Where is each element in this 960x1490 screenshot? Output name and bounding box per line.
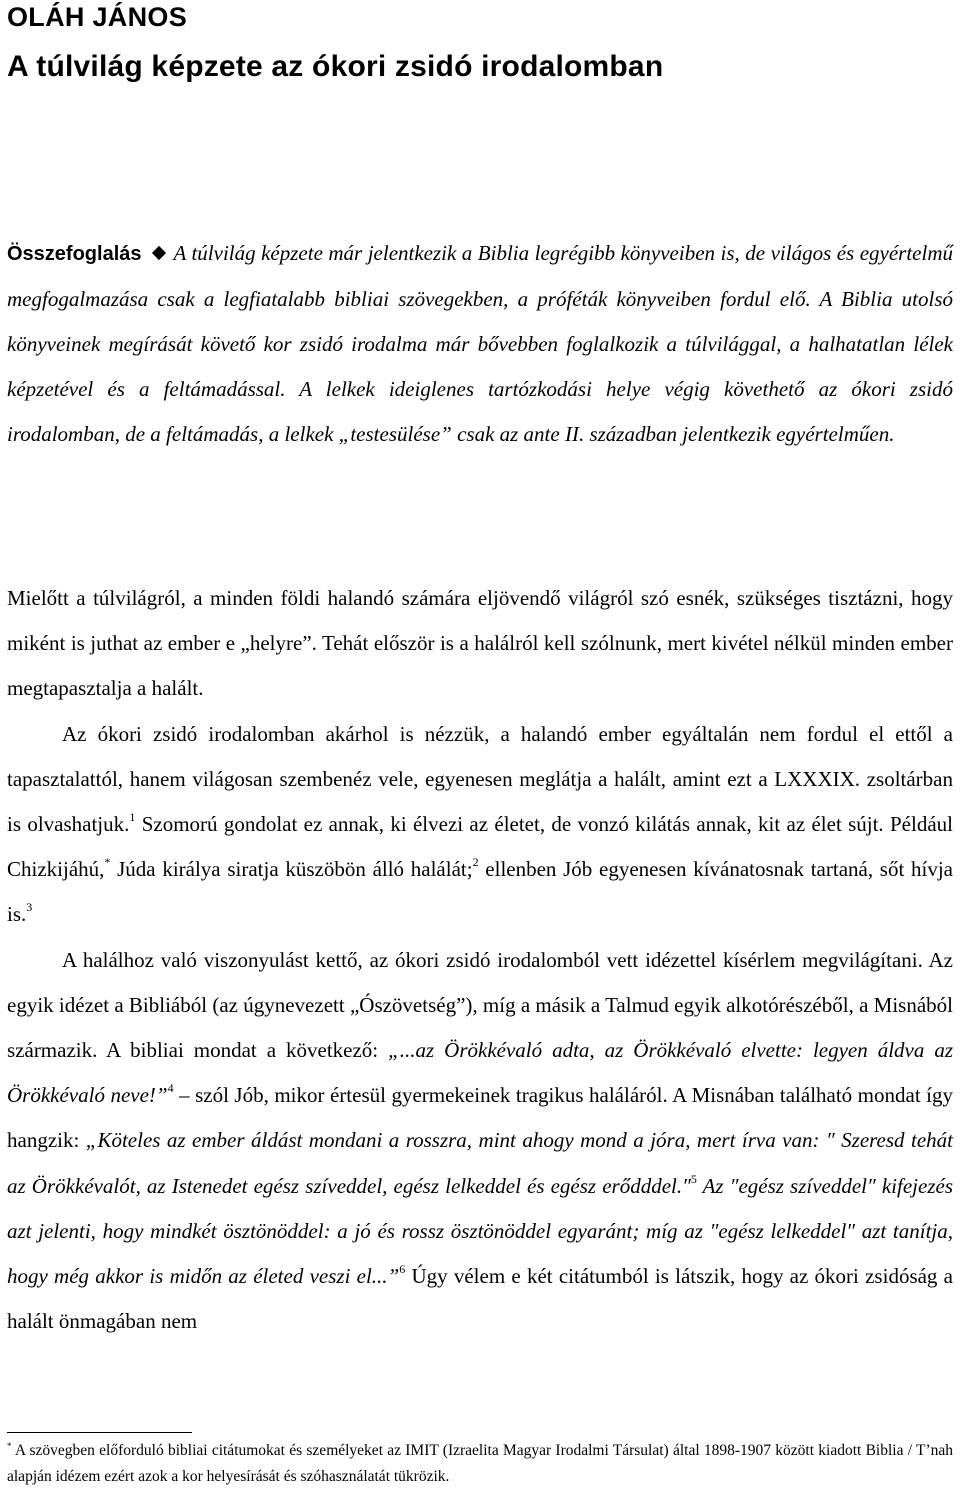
article-body [7, 576, 953, 1344]
footnote-text: A szövegben előforduló bibliai citátumokat és személyeket az IMIT (Izraelita Magyar Irodalmi Társulat) által 1898-1907 között kiadott Biblia / T’nah alapján idézem ezért azok a kor helyesírását és szóhasználatát tükrözik. [7, 1442, 953, 1485]
p2-text-c: Júda királya siratja küszöbön álló halálát; [110, 857, 473, 882]
author-name: OLÁH JÁNOS [7, 2, 188, 32]
footnote-ref-3: 3 [26, 900, 33, 915]
body-paragraph-2 [7, 712, 953, 938]
footnote-ref-6: 6 [399, 1262, 406, 1277]
body-paragraph-1: Mielőtt a túlvilágról, a minden földi halandó számára eljövendő világról szó esnék, szükséges tisztázni, hogy miként is juthat az ember e „helyre”. Tehát először is a halálról kell szólnunk, mert kivétel nélkül minden ember megtapasztalja a halált. [7, 586, 953, 701]
footnote-separator [7, 1432, 192, 1433]
mishna-quote-1: „Köteles az ember áldást mondani a rosszra, mint ahogy mond a jóra, mert írva van: ″ Szeresd tehát az Örökkévalót, az Istenedet egész szíveddel, egész lelkeddel és egész erődddel.″ [7, 1128, 953, 1198]
diamond-bullet-icon [151, 246, 165, 260]
footnote-ref-5: 5 [690, 1171, 697, 1186]
footnote [7, 1438, 953, 1490]
p2-text-a: Az ókori zsidó irodalomban akárhol is nézzük, a halandó ember egyáltalán nem fordul el ettől a tapasztalattól, hanem világosan szembenéz vele, egyenesen meglátja a halált, amint ezt a LXXXIX. zsoltárban is olvashatjuk. [7, 721, 953, 837]
p3-text-b: – szól Jób, mikor értesül gyermekeinek tragikus haláláról. A Misnában található mondat így hangzik: [7, 1083, 953, 1153]
summary-paragraph [7, 231, 953, 457]
summary-label: Összefoglalás [7, 243, 142, 265]
p3-text-a: A halálhoz való viszonyulást kettő, az ókori zsidó irodalomból vett idézettel kísérlem megvilágítani. Az egyik idézet a Bibliából (az úgynevezett „Ószövetség”), míg a másik a Talmud egyik alkotórészéből, a Misnából származik. A bibliai mondat a következő: [7, 947, 953, 1063]
footnote-ref-2: 2 [472, 855, 479, 870]
footnote-ref-star: * [104, 855, 111, 870]
p3-text-c: Úgy vélem e két citátumból is látszik, hogy az ókori zsidóság a halált önmagában nem [7, 1264, 953, 1334]
footnote-ref-4: 4 [167, 1081, 174, 1096]
article-title: A túlvilág képzete az ókori zsidó irodalomban [7, 50, 664, 83]
footnote-ref-1: 1 [129, 810, 136, 825]
body-paragraph-3 [7, 938, 953, 1345]
bible-quote: „...az Örökkévaló adta, az Örökkévaló elvette: legyen áldva az Örökkévaló neve!” [7, 1038, 953, 1108]
footnote-mark: * [7, 1441, 12, 1451]
mishna-quote-2: Az ″egész szíveddel″ kifejezés azt jelenti, hogy mindkét ösztönöddel: a jó és rossz ösztönöddel egyaránt; míg az ″egész lelkeddel″ azt tanítja, hogy még akkor is midőn az életed veszi el...” [7, 1173, 953, 1289]
p2-text-d: ellenben Jób egyenesen kívánatosnak tartaná, sőt hívja is. [7, 857, 954, 927]
summary-text: A túlvilág képzete már jelentkezik a Biblia legrégibb könyveiben is, de világos és egyértelmű megfogalmazása csak a legfiatalabb bibliai szövegekben, a próféták könyveiben fordul elő. A Biblia utolsó könyveinek megírását követő kor zsidó irodalma már bővebben foglalkozik a túlvilággal, a halhatatlan lélek képzetével és a feltámadással. A lelkek ideiglenes tartózkodási helye végig követhető az ókori zsidó irodalomban, de a feltámadás, a lelkek „testesülése” csak az ante II. században jelentkezik egyértelműen. [7, 241, 953, 446]
p2-text-b: Szomorú gondolat ez annak, ki élvezi az életet, de vonzó kilátás annak, kit az élet sújt. Például Chizkijáhú, [7, 812, 953, 882]
